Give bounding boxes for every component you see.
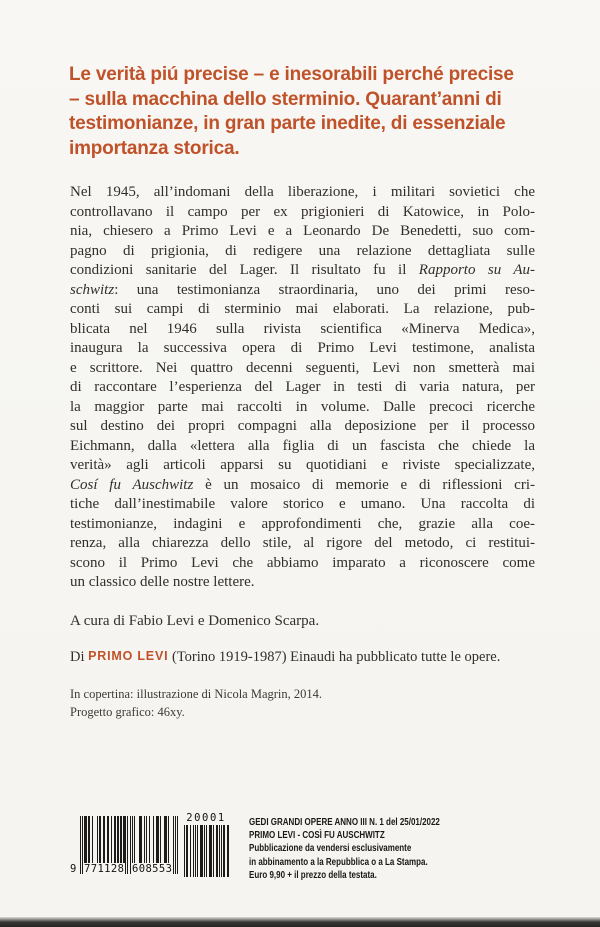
text-line: di raccontare l’esperienza del Lager in testi di varia natura, per xyxy=(70,379,535,395)
text-line: testimonianze, in gran parte inedite, di essenziale xyxy=(69,113,506,134)
issn-barcode xyxy=(70,816,180,875)
author-line xyxy=(70,649,500,666)
text-line: verità» agli articoli apparsi su quotidiani e riviste specializzate, xyxy=(70,457,535,473)
text-line: blicata nel 1946 sulla rivista scientifica «Minerva Medica», xyxy=(70,320,535,337)
barcode-addon-digits: 20001 xyxy=(186,812,226,824)
book-bottom-edge xyxy=(0,917,600,927)
text-line: pagno di prigionia, di redigere una relazione dettagliata sulle xyxy=(70,242,535,259)
text-line: conti sui campi di sterminio mai elaborati. La relazione, pub- xyxy=(70,301,535,317)
barcode-prefix-digit: 9 xyxy=(70,863,77,875)
publisher-imprint xyxy=(249,816,489,882)
text-line: Eichmann, dalla «lettera alla figlia di un fascista che chiede la xyxy=(70,437,535,454)
text-line: e scrittore. Nei quattro decenni seguenti, Levi non smetterà mai xyxy=(70,359,535,376)
editors-credit: A cura di Fabio Levi e Domenico Scarpa. xyxy=(70,613,320,629)
text-line: Nel 1945, all’indomani della liberazione, i militari sovietici che xyxy=(70,184,535,200)
text-line: tiche dall’inestimabile valore storico e umano. Una raccolta di xyxy=(70,496,535,512)
text-line: Le verità piú precise – e inesorabili perché precise xyxy=(69,64,514,85)
text-line: In copertina: illustrazione di Nicola Magrin, 2014. xyxy=(70,687,323,701)
barcode-digit-group-1: 771128 xyxy=(84,863,125,875)
text-line: Pubblicazione da vendersi esclusivamente xyxy=(249,843,412,855)
text-line: PRIMO LEVI - COSÌ FU AUSCHWITZ xyxy=(249,830,385,842)
synopsis-paragraph xyxy=(70,183,535,593)
text-line: condizioni sanitarie del Lager. Il risultato fu il Rapporto su Au- xyxy=(70,262,535,278)
text-line: nia, chiesero a Primo Levi e a Leonardo De Benedetti, suo com- xyxy=(70,223,535,239)
text-line: sul destino dei propri compagni alla deposizione per il processo xyxy=(70,418,535,434)
text-line: importanza storica. xyxy=(69,137,240,159)
text-line: Euro 9,90 + il prezzo della testata. xyxy=(249,869,377,881)
barcode-addon xyxy=(183,812,229,877)
tagline xyxy=(69,63,547,161)
text-line: Progetto grafico: 46xy. xyxy=(70,704,185,719)
text-line: testimonianze, indagini e approfondimenti che, grazie alla coe- xyxy=(70,515,535,532)
barcode-addon-bars xyxy=(183,825,229,877)
colophon xyxy=(70,686,322,721)
text-line: in abbinamento a la Repubblica o a La Stampa. xyxy=(249,856,428,868)
text-line: controllavano il campo per ex prigionieri di Katowice, in Polo- xyxy=(70,203,535,220)
text-line: schwitz: una testimonianza straordinaria, uno dei primi reso- xyxy=(70,281,535,298)
text-line: scono il Primo Levi che abbiamo imparato a riconoscere come xyxy=(70,554,535,571)
text-line: Cosí fu Auschwitz è un mosaico di memorie e di riflessioni cri- xyxy=(70,476,535,493)
text-line: inaugura la successiva opera di Primo Levi testimone, analista xyxy=(70,340,535,356)
text-line: GEDI GRANDI OPERE ANNO III N. 1 del 25/01/2022 xyxy=(249,817,440,828)
barcode-digit-group-2: 608553 xyxy=(132,863,173,875)
text-line: la maggior parte mai raccolti in volume. Dalle precoci ricerche xyxy=(70,398,535,415)
text-line: – sulla macchina dello sterminio. Quarant’anni di xyxy=(69,88,502,110)
text-line: un classico delle nostre lettere. xyxy=(70,574,255,590)
text-line: renza, alla chiarezza dello stile, al rigore del metodo, ci restitui- xyxy=(70,535,535,551)
text-line: Di PRIMO LEVI (Torino 1919-1987) Einaudi ha pubblicato tutte le opere. xyxy=(70,649,501,665)
